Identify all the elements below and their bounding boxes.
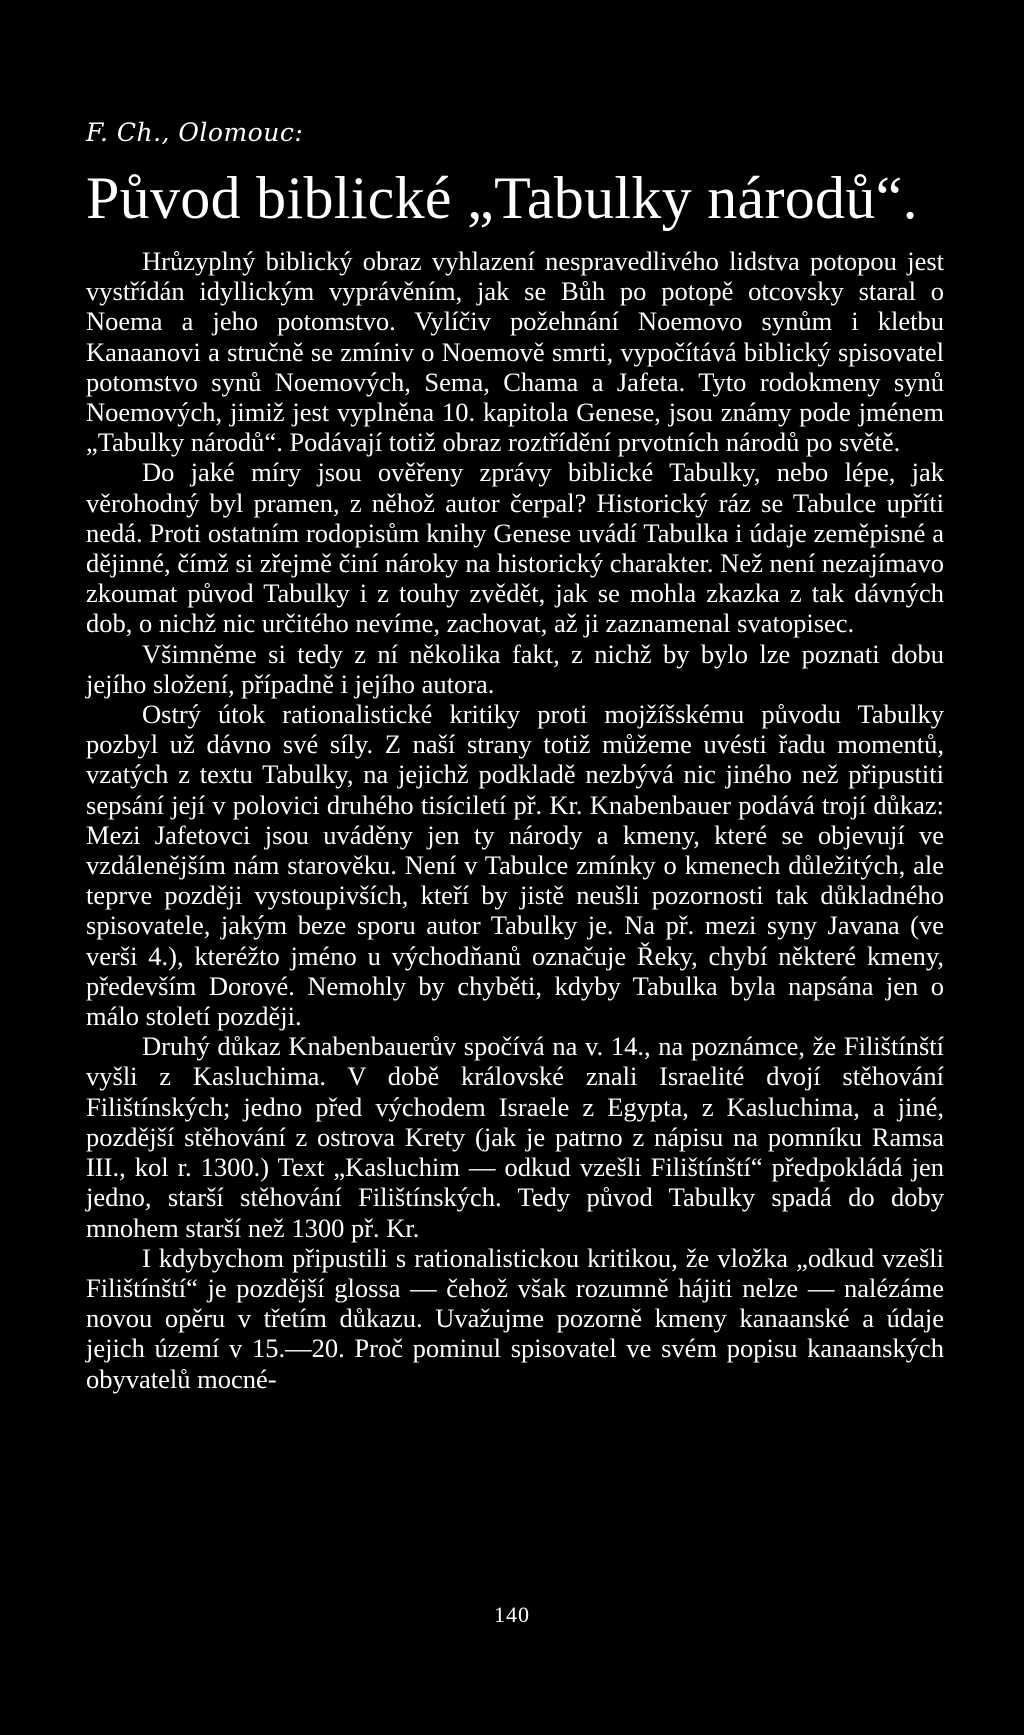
paragraph: Hrůzyplný biblický obraz vyhlazení nespravedlivého lidstva potopou jest vystřídán idyllickým vyprávěním, jak se Bůh po potopě otcovsky staral o Noema a jeho potomstvo. Vylíčiv požehnání Noemovo synům i kletbu Kanaanovi a stručně se zmíniv o Noemově smrti, vypočítává biblický spisovatel potomstvo synů Noemových, Sema, Chama a Jafeta. Tyto rodokmeny synů Noemových, jimiž jest vyplněna 10. kapitola Genese, jsou známy pode jménem „Tabulky národů“. Podávají totiž obraz roztřídění prvotních národů po světě.: [86, 246, 944, 458]
page-number: 140: [494, 1602, 530, 1627]
article-title: Původ biblické „Tabulky národů“.: [86, 165, 918, 231]
paragraph: I kdybychom připustili s rationalistickou kritikou, že vložka „odkud vzešli Filištínští“ je pozdější glossa — čehož však rozumně hájiti nelze — nalézáme novou opěru v třetím důkazu. Uvažujme pozorně kmeny kanaanské a údaje jejich území v 15.—20. Proč pominul spisovatel ve svém popisu kanaanských obyvatelů mocné-: [86, 1242, 944, 1394]
paragraph: Do jaké míry jsou ověřeny zprávy biblické Tabulky, nebo lépe, jak věrohodný byl pramen, z něhož autor čerpal? Historický ráz se Tabulce upříti nedá. Proti ostatním rodopisům knihy Genese uvádí Tabulka i údaje zeměpisné a dějinné, čímž si zřejmě činí nároky na historický charakter. Než není nezajímavo zkoumat původ Tabulky i z touhy zvědět, jak se mohla zkazka z tak dávných dob, o nichž nic určitého nevíme, zachovat, až ji zaznamenal svatopisec.: [86, 457, 944, 639]
article-body: [86, 246, 944, 1394]
paragraph: Všimněme si tedy z ní několika fakt, z nichž by bylo lze poznati dobu jejího složení, případně i jejího autora.: [86, 638, 944, 699]
author-byline: F. Ch., Olomouc:: [86, 118, 304, 147]
paragraph: Druhý důkaz Knabenbauerův spočívá na v. 14., na poznámce, že Filištínští vyšli z Kasluchima. V době královské znali Israelité dvojí stěhování Filištínských; jedno před východem Israele z Egypta, z Kasluchima, a jiné, pozdější stěhování z ostrova Krety (jak je patrno z nápisu na pomníku Ramsa III., kol r. 1300.) Text „Kasluchim — odkud vzešli Filištínští“ předpokládá jen jedno, starší stěhování Filištínských. Tedy původ Tabulky spadá do doby mnohem starší než 1300 př. Kr.: [86, 1031, 944, 1243]
paragraph: Ostrý útok rationalistické kritiky proti mojžíšskému původu Tabulky pozbyl už dávno své síly. Z naší strany totiž můžeme uvésti řadu momentů, vzatých z textu Tabulky, na jejichž podkladě nezbývá nic jiného než připustiti sepsání její v polovici druhého tisíciletí př. Kr. Knabenbauer podává trojí důkaz: Mezi Jafetovci jsou uváděny jen ty národy a kmeny, které se objevují ve vzdálenějším nám starověku. Není v Tabulce zmínky o kmenech důležitých, ale teprve později vystoupivších, kteří by jistě neušli pozornosti tak důkladného spisovatele, jakým beze sporu autor Tabulky je. Na př. mezi syny Javana (ve verši 4.), kteréžto jméno u východňanů označuje Řeky, chybí některé kmeny, především Dorové. Nemohly by chyběti, kdyby Tabulka byla napsána jen o málo století později.: [86, 699, 944, 1032]
